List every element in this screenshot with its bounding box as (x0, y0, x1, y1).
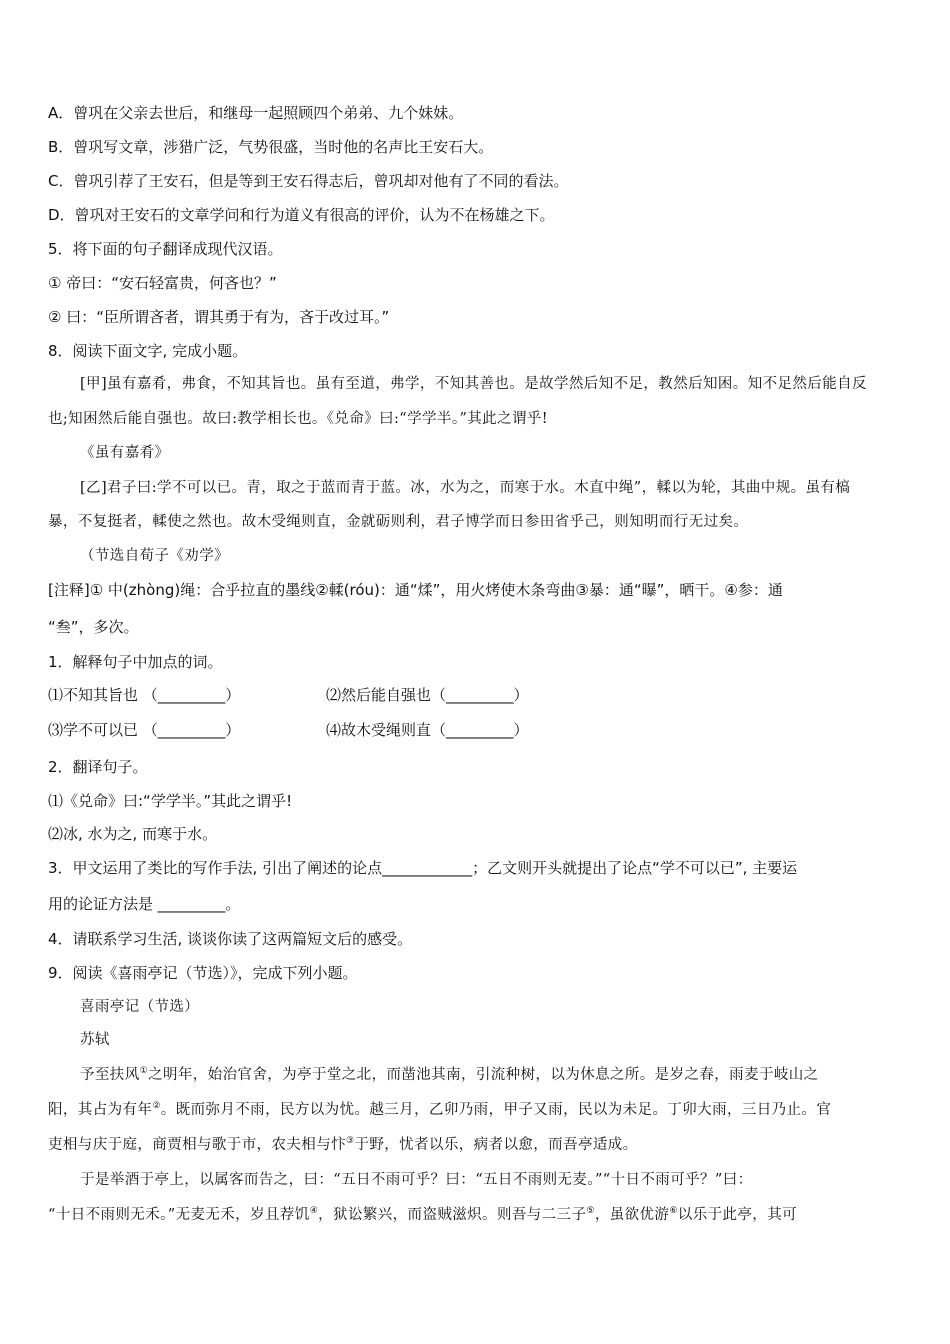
sub2-sentence-1: ⑴《兑命》曰:“学学半。”其此之谓乎! (48, 792, 293, 810)
annotation-line-1: [注释]① 中(zhòng)绳：合乎拉直的墨线②輮(róu)：通“煣”，用火烤使木条弯曲③暴：通“曝”，晒干。④参：通 (48, 581, 783, 599)
sub2-title: 2．翻译句子。 (48, 758, 148, 776)
essay-p2-line-1: 于是举酒于亭上，以属客而告之，曰：“五日不雨可乎？曰：“五日不雨则无麦。”“十日不雨可乎？”曰： (80, 1172, 753, 1188)
sub1-row-2 (48, 720, 908, 740)
sub1-title: 1．解释句子中加点的词。 (48, 653, 223, 671)
sub2-sentence-2: ⑵冰, 水为之, 而寒于水。 (48, 825, 218, 843)
q5-sentence-2: ② 曰：“臣所谓吝者，谓其勇于有为，吝于改过耳。” (48, 308, 390, 326)
passage-jia-source: 《虽有嘉肴》 (80, 445, 170, 461)
essay-author: 苏轼 (80, 1032, 110, 1048)
q5-sentence-1: ① 帝曰：“安石轻富贵，何吝也？” (48, 274, 277, 292)
q5-title: 5．将下面的句子翻译成现代汉语。 (48, 240, 283, 258)
essay-p1-line-3: 吏相与庆于庭，商贾相与歌于市，农夫相与忭③于野，忧者以乐，病者以愈，而吾亭适成。 (48, 1136, 638, 1153)
footnote-mark: ⑥ (669, 1206, 678, 1217)
passage-jia-line-1: [甲]虽有嘉肴，弗食，不知其旨也。虽有至道，弗学，不知其善也。是故学然后知不足，教然后知困。知不足然后能自反 (80, 376, 867, 392)
sub1-item-2: ⑵然后能自强也（_________） (326, 686, 529, 704)
sub3-line-2: 用的论证方法是 _________。 (48, 895, 241, 913)
sub1-item-1: ⑴不知其旨也 （_________） (48, 686, 241, 704)
footnote-mark: ③ (346, 1136, 355, 1147)
footnote-mark: ④ (309, 1206, 319, 1217)
q9-title: 9．阅读《喜雨亭记（节选）》，完成下列小题。 (48, 964, 358, 982)
essay-title: 喜雨亭记（节选） (80, 999, 200, 1015)
footnote-mark: ① (139, 1066, 149, 1077)
footnote-mark: ② (152, 1101, 161, 1112)
option-a: A．曾巩在父亲去世后，和继母一起照顾四个弟弟、九个妹妹。 (48, 104, 464, 122)
passage-yi-source: （节选自荀子《劝学》 (80, 548, 229, 564)
sub1-item-3: ⑶学不可以已 （_________） (48, 721, 241, 739)
option-d: D．曾巩对王安石的文章学问和行为道义有很高的评价，认为不在杨雄之下。 (48, 206, 555, 224)
sub1-item-4: ⑷故木受绳则直（_________） (326, 721, 529, 739)
option-b: B．曾巩写文章，涉猎广泛，气势很盛，当时他的名声比王安石大。 (48, 138, 494, 156)
sub3-line-1: 3．甲文运用了类比的写作手法, 引出了阐述的论点____________；乙文则开头就提出了论点“学不可以已”, 主要运 (48, 859, 798, 877)
essay-p1-line-1: 予至扶风①之明年，始治官舍，为亭于堂之北，而凿池其南，引流种树，以为休息之所。是岁之春，雨麦于岐山之 (80, 1066, 819, 1083)
annotation-line-2: “叁”，多次。 (48, 618, 139, 636)
footnote-mark: ⑤ (586, 1206, 595, 1217)
q8-title: 8．阅读下面文字, 完成小题。 (48, 342, 248, 360)
passage-yi-line-2: 暴，不复挺者，輮使之然也。故木受绳则直，金就砺则利，君子博学而日参田省乎己，则知明而行无过矣。 (48, 514, 749, 530)
passage-yi-line-1: [乙]君子曰:学不可以已。青，取之于蓝而青于蓝。冰，水为之，而寒于水。木直中绳”，輮以为轮，其曲中规。虽有槁 (80, 480, 851, 496)
sub1-row-1 (48, 685, 908, 705)
sub4-question: 4．请联系学习生活, 谈谈你读了这两篇短文后的感受。 (48, 930, 413, 948)
essay-p1-line-2: 阳，其占为有年②。既而弥月不雨，民方以为忧。越三月，乙卯乃雨，甲子又雨，民以为未足。丁卯大雨，三日乃止。官 (48, 1101, 832, 1118)
passage-jia-line-2: 也;知困然后能自强也。故曰:教学相长也。《兑命》曰:“学学半。”其此之谓乎! (48, 411, 549, 427)
option-c: C．曾巩引荐了王安石，但是等到王安石得志后，曾巩却对他有了不同的看法。 (48, 172, 569, 190)
essay-p2-line-2: “十日不雨则无禾。”无麦无禾，岁且荐饥④，狱讼繁兴，而盗贼滋炽。则吾与二三子⑤，虽欲优游⑥以乐于此亭，其可 (48, 1206, 797, 1223)
